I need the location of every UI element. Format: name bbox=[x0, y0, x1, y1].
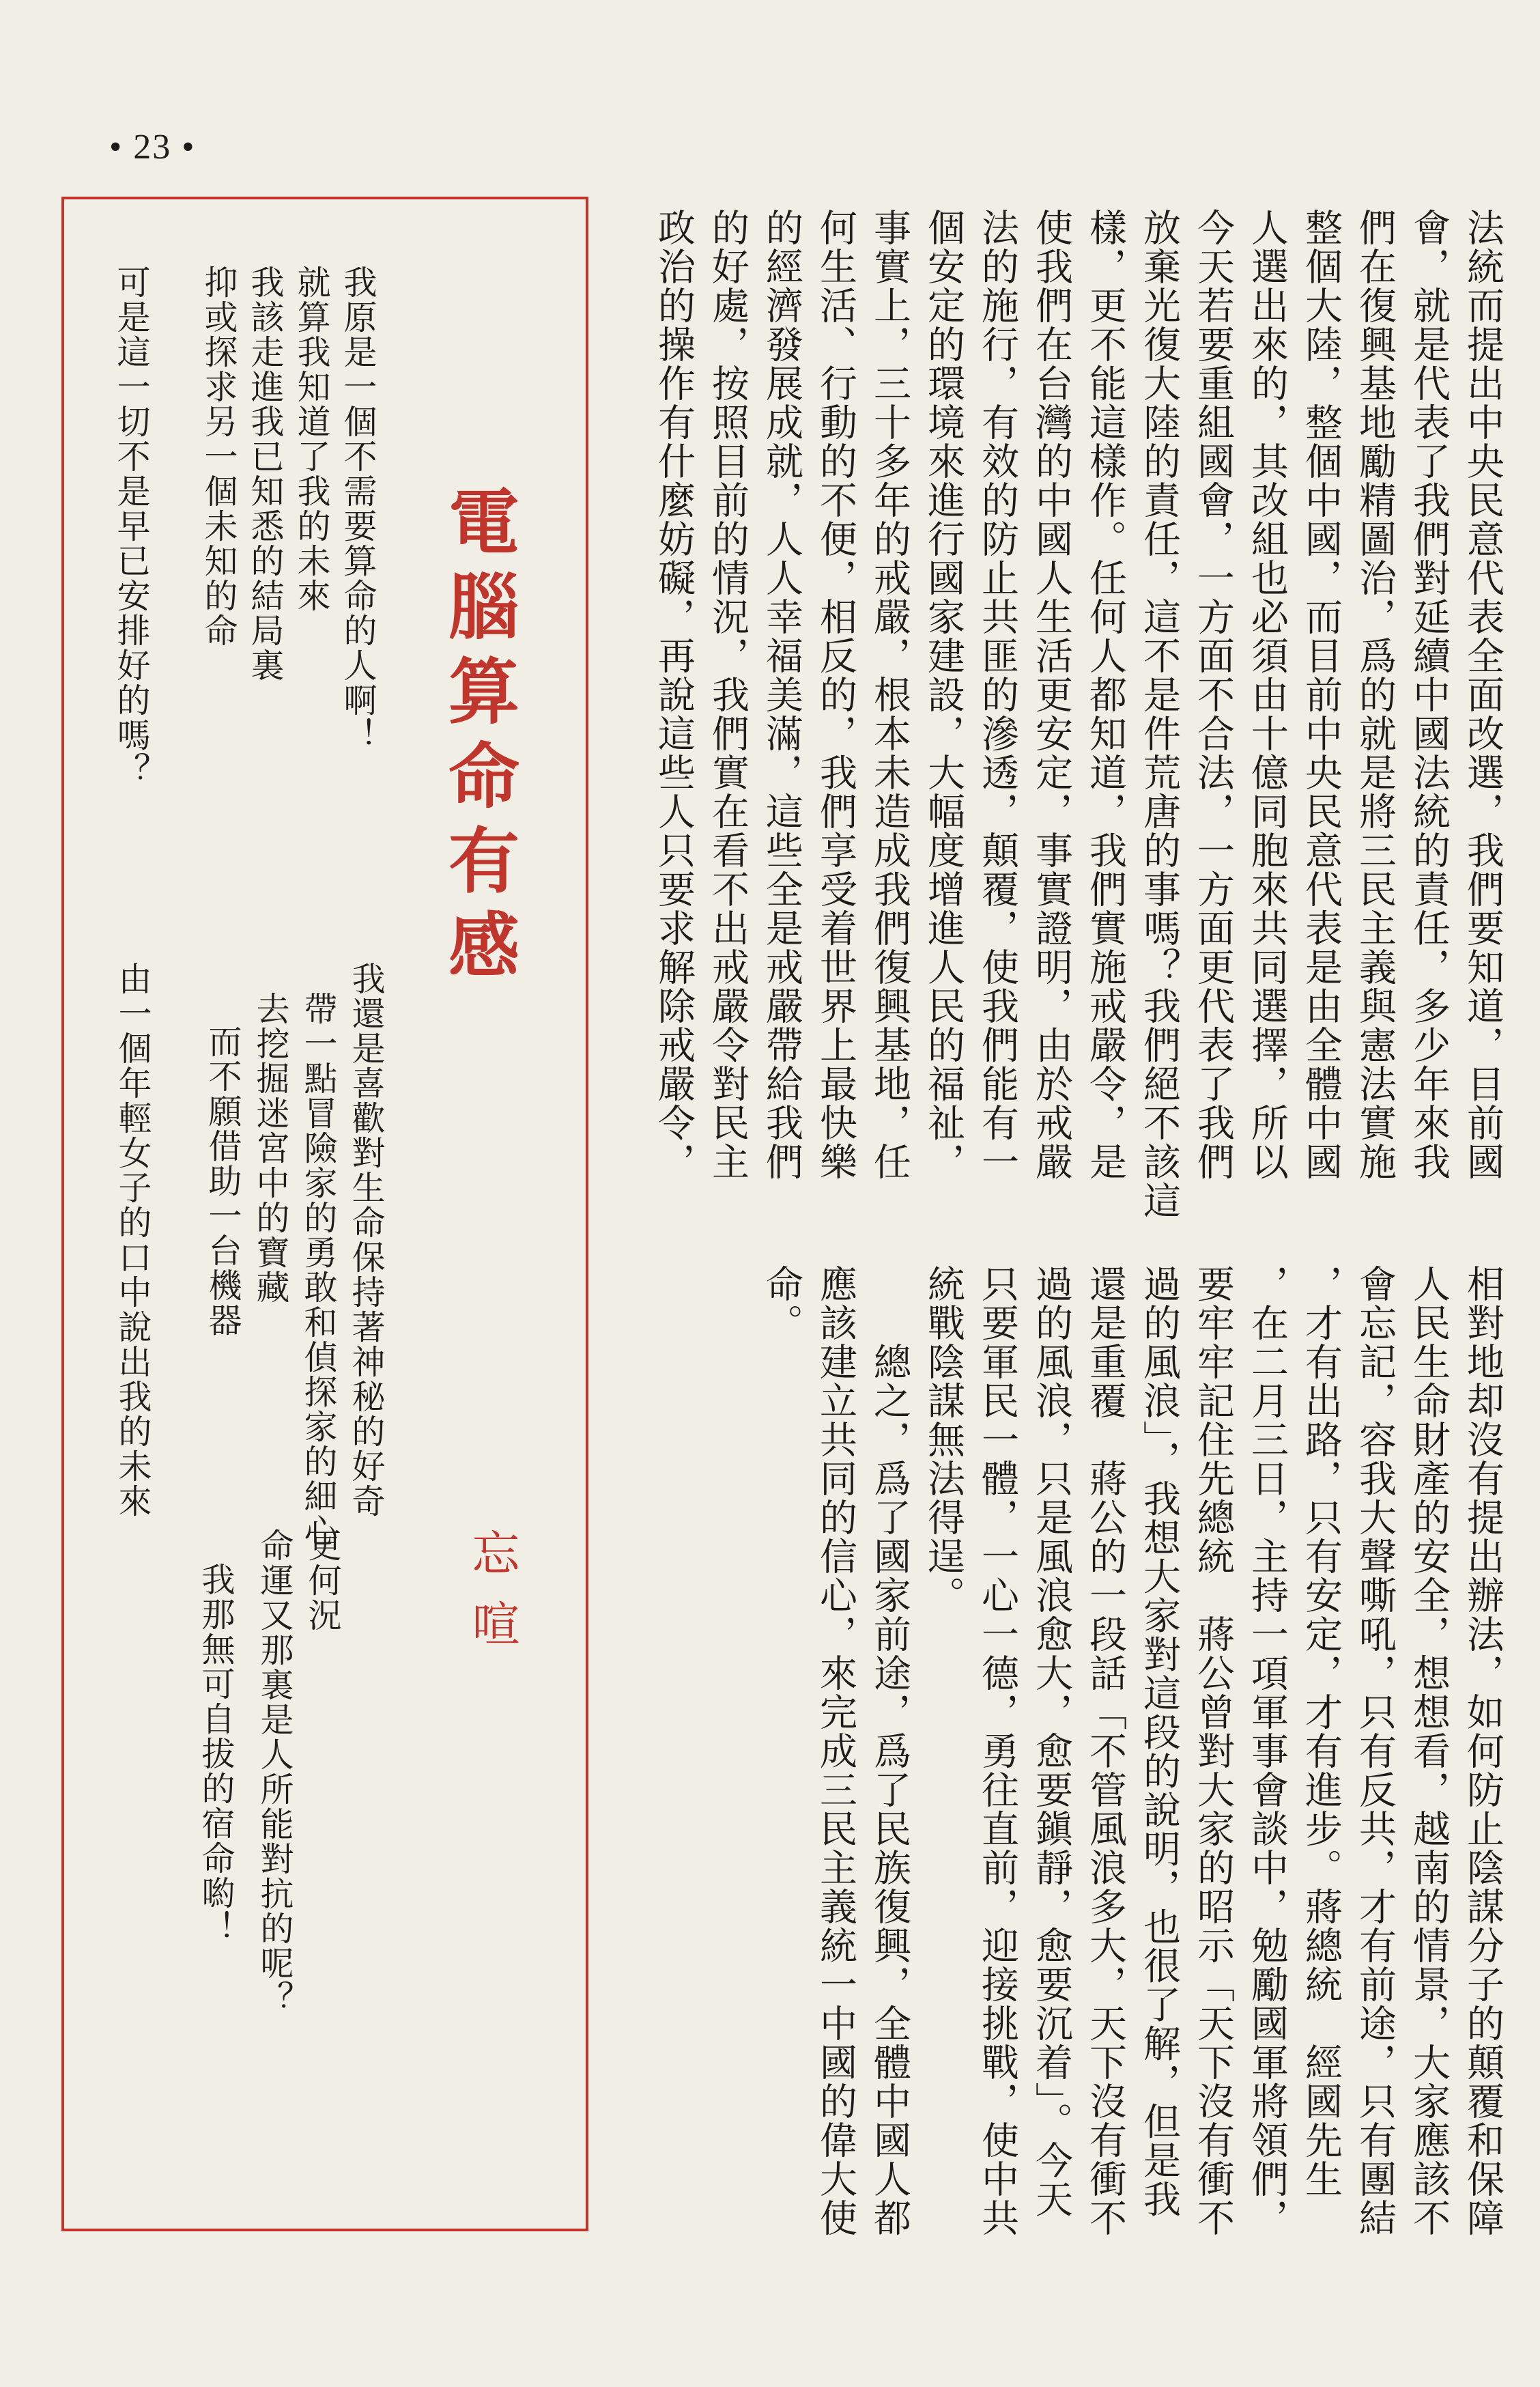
poem-line: 去挖掘迷宮中的寶藏 bbox=[251, 991, 290, 1305]
article-column: 命。 bbox=[760, 1265, 803, 1342]
article-column: 樣，更不能這樣作。任何人都知道，我們實施戒嚴令，是 bbox=[1083, 208, 1127, 1181]
article-column: 放棄光復大陸的責任，這不是件荒唐的事嗎？我們絕不該這 bbox=[1137, 208, 1181, 1220]
article-column: 統戰陰謀無法得逞。 bbox=[922, 1265, 965, 1615]
poem-line: 可是這一切不是早已安排好的嗎？ bbox=[112, 265, 151, 787]
article-column: 只要軍民一體，一心一德，勇往直前，迎接挑戰，使中共 bbox=[975, 1265, 1019, 2237]
article-column: 還是重覆 蔣公的一段話「不管風浪多大，天下沒有衝不 bbox=[1083, 1265, 1127, 2237]
article-column: 事實上，三十多年的戒嚴，根本未造成我們復興基地，任 bbox=[868, 208, 911, 1181]
article-column: ，在二月三日，主持一項軍事會談中，勉勵國軍將領們， bbox=[1245, 1265, 1289, 2237]
article-column: 人民生命財產的安全，想想看，越南的情景，大家應該不 bbox=[1407, 1265, 1451, 2237]
poem-line: 由一個年輕女子的口中說出我的未來 bbox=[113, 961, 152, 1519]
article-column: 過的風浪」，我想大家對這段的說明，也很了解，但是我 bbox=[1137, 1265, 1181, 2219]
poem-line: 我那無可自拔的宿命喲！ bbox=[197, 1562, 236, 1945]
article-column: 整個大陸，整個中國，而目前中央民意代表是由全體中國 bbox=[1299, 208, 1343, 1181]
article-column: 個安定的環境來進行國家建設，大幅度增進人民的福祉， bbox=[922, 208, 965, 1181]
poem-line: 就算我知道了我的未來 bbox=[292, 265, 331, 613]
poem-line: 而不願借助一台機器 bbox=[203, 1024, 242, 1338]
poem-author: 忘喧 bbox=[464, 1528, 520, 1670]
article-column: 相對地却沒有提出辦法，如何防止陰謀分子的顛覆和保障 bbox=[1461, 1265, 1505, 2237]
poem-line: 更何況 bbox=[303, 1528, 342, 1633]
poem-line: 我原是一個不需要算命的人啊！ bbox=[339, 265, 377, 752]
article-column: 們在復興基地勵精圖治，爲的就是將三民主義與憲法實施 bbox=[1353, 208, 1397, 1181]
article-column: 法的施行，有效的防止共匪的滲透，顛覆，使我們能有一 bbox=[975, 208, 1019, 1181]
article-column: 何生活、行動的不便，相反的，我們享受着世界上最快樂 bbox=[814, 208, 857, 1181]
poem-line: 命運又那裏是人所能對抗的呢？ bbox=[255, 1528, 294, 2016]
article-column: 政治的操作有什麼妨礙，再說這些人只要求解除戒嚴令， bbox=[652, 208, 696, 1181]
poem-line: 抑或探求另一個未知的命 bbox=[199, 265, 238, 648]
article-column: ，才有出路，只有安定，才有進步。蔣總統 經國先生 bbox=[1299, 1265, 1343, 2199]
article-column: 法統而提出中央民意代表全面改選，我們要知道，目前國 bbox=[1461, 208, 1505, 1181]
article-column: 人選出來的，其改組也必須由十億同胞來共同選擇，所以 bbox=[1245, 208, 1289, 1181]
article-column: 總之，爲了國家前途，爲了民族復興，全體中國人都 bbox=[868, 1265, 911, 2237]
article-column: 過的風浪，只是風浪愈大，愈要鎭靜，愈要沉着」。今天 bbox=[1029, 1265, 1073, 2219]
article-column: 的經濟發展成就，人人幸福美滿，這些全是戒嚴帶給我們 bbox=[760, 208, 803, 1181]
article-column: 會，就是代表了我們對延續中國法統的責任，多少年來我 bbox=[1407, 208, 1451, 1181]
article-column: 今天若要重組國會，一方面不合法，一方面更代表了我們 bbox=[1191, 208, 1235, 1181]
article-column: 要牢牢記住先總統 蔣公曾對大家的昭示「天下沒有衝不 bbox=[1191, 1265, 1235, 2237]
article-column: 的好處，按照目前的情況，我們實在看不出戒嚴令對民主 bbox=[706, 208, 750, 1181]
article-column: 使我們在台灣的中國人生活更安定，事實證明，由於戒嚴 bbox=[1029, 208, 1073, 1181]
poem-line: 我該走進我已知悉的結局裏 bbox=[246, 265, 285, 683]
article-column: 應該建立共同的信心，來完成三民主義統一中國的偉大使 bbox=[814, 1265, 857, 2237]
article-column: 會忘記，容我大聲嘶吼，只有反共，才有前途，只有團結 bbox=[1353, 1265, 1397, 2237]
poem-line: 帶一點冒險家的勇敢和偵探家的細心 bbox=[299, 991, 338, 1549]
poem-line: 我還是喜歡對生命保持著神秘的好奇 bbox=[347, 961, 386, 1519]
page-number: • 23 • bbox=[109, 128, 196, 167]
poem-title: 電腦算命有感 bbox=[436, 485, 520, 993]
